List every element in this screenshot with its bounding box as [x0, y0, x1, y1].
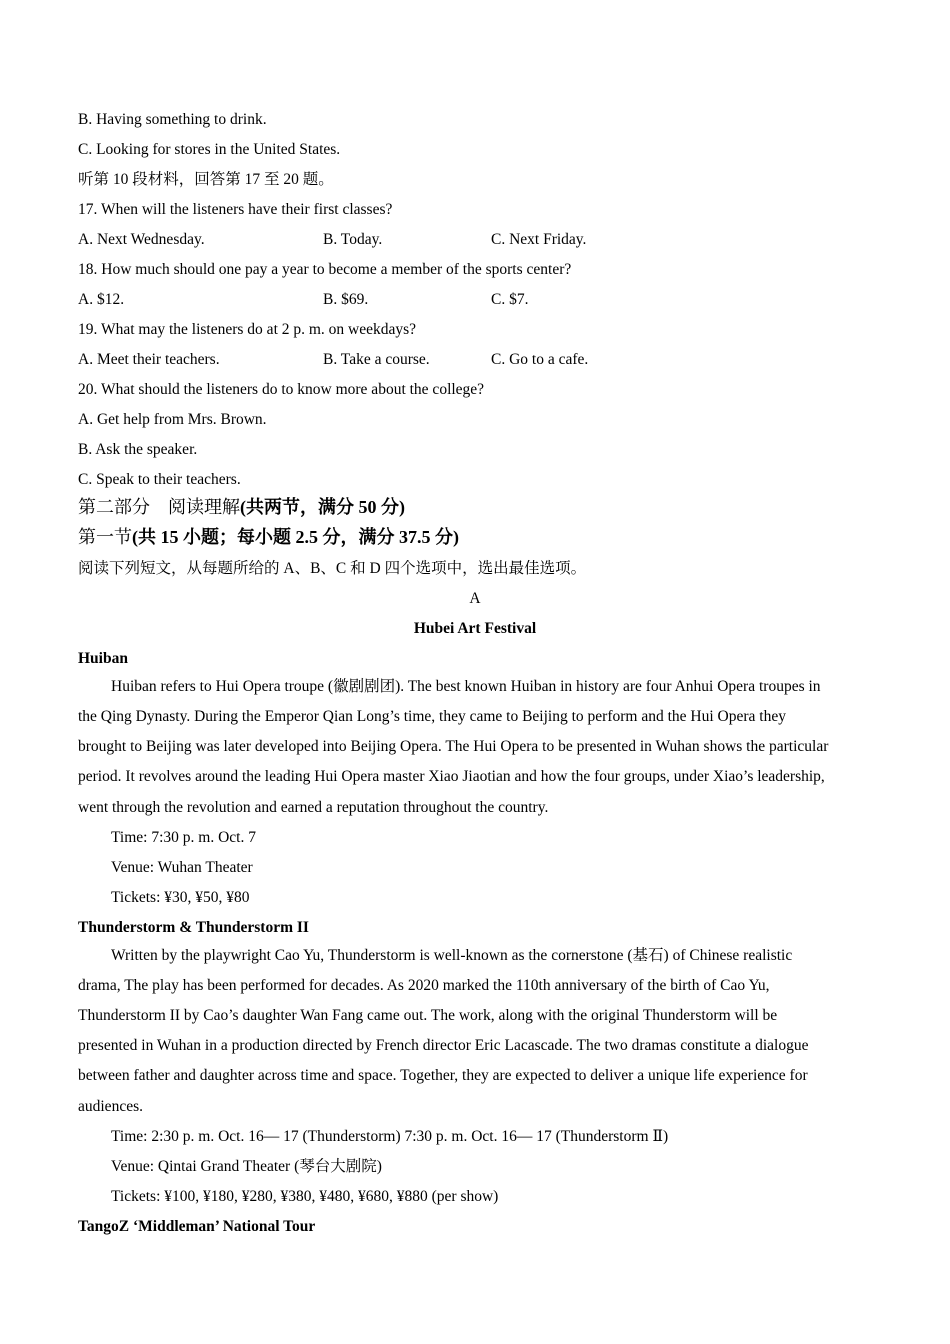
q17-option-b: B. Today.: [323, 231, 383, 248]
huiban-line: brought to Beijing was later developed into Beijing Opera. The Hui Opera to be presented in Wuhan shows the particular: [78, 738, 829, 755]
part-two-heading-prefix: 第二部分 阅读理解: [78, 497, 240, 517]
passage-letter: A: [469, 590, 481, 607]
huiban-heading: Huiban: [78, 650, 128, 667]
huiban-last-line: went through the revolution and earned a reputation throughout the country.: [78, 799, 549, 816]
q20-option-a: A. Get help from Mrs. Brown.: [78, 411, 267, 428]
q16-option-b: B. Having something to drink.: [78, 111, 267, 128]
huiban-line: Huiban refers to Hui Opera troupe (徽剧剧团). The best known Huiban in history are four Anhui Opera troupes in: [111, 678, 821, 695]
thunderstorm-paragraph: [78, 941, 873, 1091]
q18-option-a: A. $12.: [78, 291, 125, 308]
section-one-heading-prefix: 第一节: [78, 527, 132, 547]
q20-stem: 20. What should the listeners do to know more about the college?: [78, 381, 485, 398]
huiban-time: Time: 7:30 p. m. Oct. 7: [111, 829, 256, 846]
q18-option-b: B. $69.: [323, 291, 369, 308]
huiban-paragraph: [78, 672, 873, 792]
q18-option-c: C. $7.: [491, 291, 529, 308]
q17-options: [78, 230, 587, 250]
huiban-venue: Venue: Wuhan Theater: [111, 859, 253, 876]
thunderstorm-venue: Venue: Qintai Grand Theater (琴台大剧院): [111, 1158, 382, 1175]
q17-option-a: A. Next Wednesday.: [78, 231, 205, 248]
thunderstorm-line: drama, The play has been performed for decades. As 2020 marked the 110th anniversary of the birth of Cao Yu,: [78, 977, 770, 994]
q17-option-c: C. Next Friday.: [491, 231, 587, 248]
reading-instructions: 阅读下列短文，从每题所给的 A、B、C 和 D 四个选项中，选出最佳选项。: [78, 560, 587, 577]
q19-option-c: C. Go to a cafe.: [491, 351, 589, 368]
thunderstorm-line: between father and daughter across time and space. Together, they are expected to deliver a unique life experience for: [78, 1067, 808, 1084]
q19-option-b: B. Take a course.: [323, 351, 430, 368]
thunderstorm-line: presented in Wuhan in a production directed by French director Eric Lacascade. The two dramas constitute a dialogue: [78, 1037, 809, 1054]
listening-instruction-10: 听第 10 段材料，回答第 17 至 20 题。: [78, 171, 334, 188]
thunderstorm-line: Written by the playwright Cao Yu, Thunderstorm is well-known as the cornerstone (基石) of Chinese realistic: [111, 947, 793, 964]
passage-title: Hubei Art Festival: [413, 620, 537, 637]
q20-option-b: B. Ask the speaker.: [78, 441, 198, 458]
part-two-heading: [78, 496, 405, 518]
thunderstorm-line: Thunderstorm II by Cao’s daughter Wan Fang came out. The work, along with the original Thunderstorm will be: [78, 1007, 778, 1024]
part-two-heading-suffix: (共两节，满分 50 分): [240, 497, 405, 517]
section-one-heading-suffix: (共 15 小题；每小题 2.5 分，满分 37.5 分): [132, 527, 459, 547]
q17-stem: 17. When will the listeners have their first classes?: [78, 201, 393, 218]
thunderstorm-time: Time: 2:30 p. m. Oct. 16— 17 (Thunderstorm) 7:30 p. m. Oct. 16— 17 (Thunderstorm Ⅱ): [111, 1128, 669, 1145]
huiban-line: period. It revolves around the leading Hui Opera master Xiao Jiaotian and how the four groups, under Xiao’s leadership,: [78, 768, 825, 785]
section-one-heading: [78, 526, 459, 548]
huiban-tickets: Tickets: ¥30, ¥50, ¥80: [111, 889, 250, 906]
tangoz-heading: TangoZ ‘Middleman’ National Tour: [78, 1218, 316, 1235]
q20-option-c: C. Speak to their teachers.: [78, 471, 241, 488]
thunderstorm-last-line: audiences.: [78, 1098, 143, 1115]
q19-stem: 19. What may the listeners do at 2 p. m. on weekdays?: [78, 321, 417, 338]
thunderstorm-heading: Thunderstorm & Thunderstorm II: [78, 919, 309, 936]
q19-options: [78, 350, 589, 370]
thunderstorm-tickets: Tickets: ¥100, ¥180, ¥280, ¥380, ¥480, ¥680, ¥880 (per show): [111, 1188, 499, 1205]
q19-option-a: A. Meet their teachers.: [78, 351, 220, 368]
huiban-line: the Qing Dynasty. During the Emperor Qian Long’s time, they came to Beijing to perform and the Hui Opera they: [78, 708, 786, 725]
q18-stem: 18. How much should one pay a year to become a member of the sports center?: [78, 261, 572, 278]
q16-option-c: C. Looking for stores in the United States.: [78, 141, 341, 158]
q18-options: [78, 290, 529, 310]
